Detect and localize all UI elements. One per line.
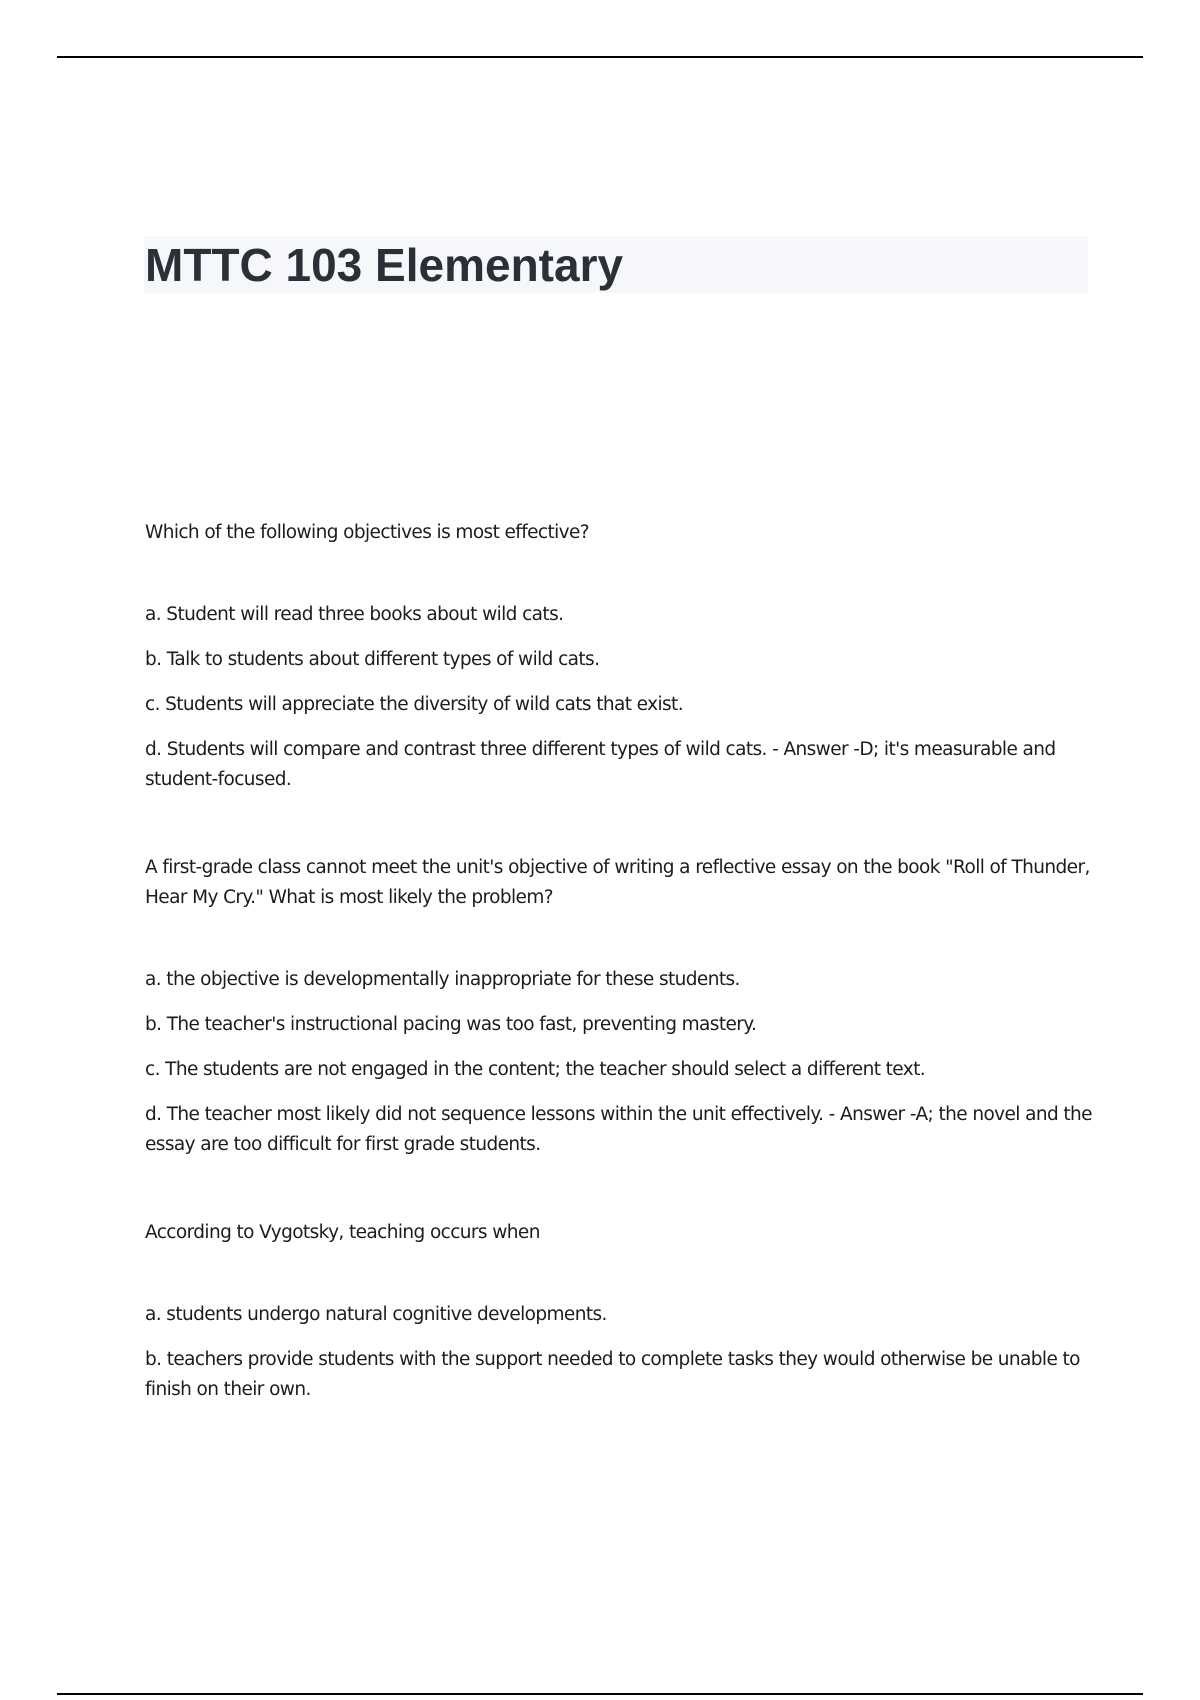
option-list	[145, 600, 1095, 795]
bottom-rule	[57, 1693, 1143, 1695]
question-list	[145, 518, 1095, 1463]
top-rule	[57, 56, 1143, 58]
document-title: MTTC 103 Elementary	[145, 239, 624, 291]
option-c: c. Students will appreciate the diversity of wild cats that exist.	[145, 694, 683, 715]
question-block	[145, 853, 1095, 1160]
question-prompt: According to Vygotsky, teaching occurs when	[145, 1222, 540, 1243]
option-list	[145, 965, 1095, 1160]
question-prompt: A first-grade class cannot meet the unit's objective of writing a reflective essay on the book "Roll of Thunder, Hear My Cry." What is most likely the problem?	[145, 857, 1090, 908]
question-block	[145, 518, 1095, 795]
option-a: a. Student will read three books about wild cats.	[145, 604, 564, 625]
option-d: d. Students will compare and contrast three different types of wild cats. - Answer -D; it's measurable and student-focused.	[145, 739, 1056, 790]
option-a: a. the objective is developmentally inappropriate for these students.	[145, 969, 740, 990]
question-block	[145, 1218, 1095, 1405]
option-c: c. The students are not engaged in the content; the teacher should select a different text.	[145, 1059, 926, 1080]
option-b: b. The teacher's instructional pacing was too fast, preventing mastery.	[145, 1014, 757, 1035]
option-a: a. students undergo natural cognitive developments.	[145, 1304, 607, 1325]
option-b: b. Talk to students about different types of wild cats.	[145, 649, 600, 670]
option-list	[145, 1300, 1095, 1405]
option-b: b. teachers provide students with the support needed to complete tasks they would otherwise be unable to finish on their own.	[145, 1349, 1080, 1400]
option-d: d. The teacher most likely did not sequence lessons within the unit effectively. - Answer -A; the novel and the essay are too difficult for first grade students.	[145, 1104, 1092, 1155]
question-prompt: Which of the following objectives is most effective?	[145, 522, 590, 543]
